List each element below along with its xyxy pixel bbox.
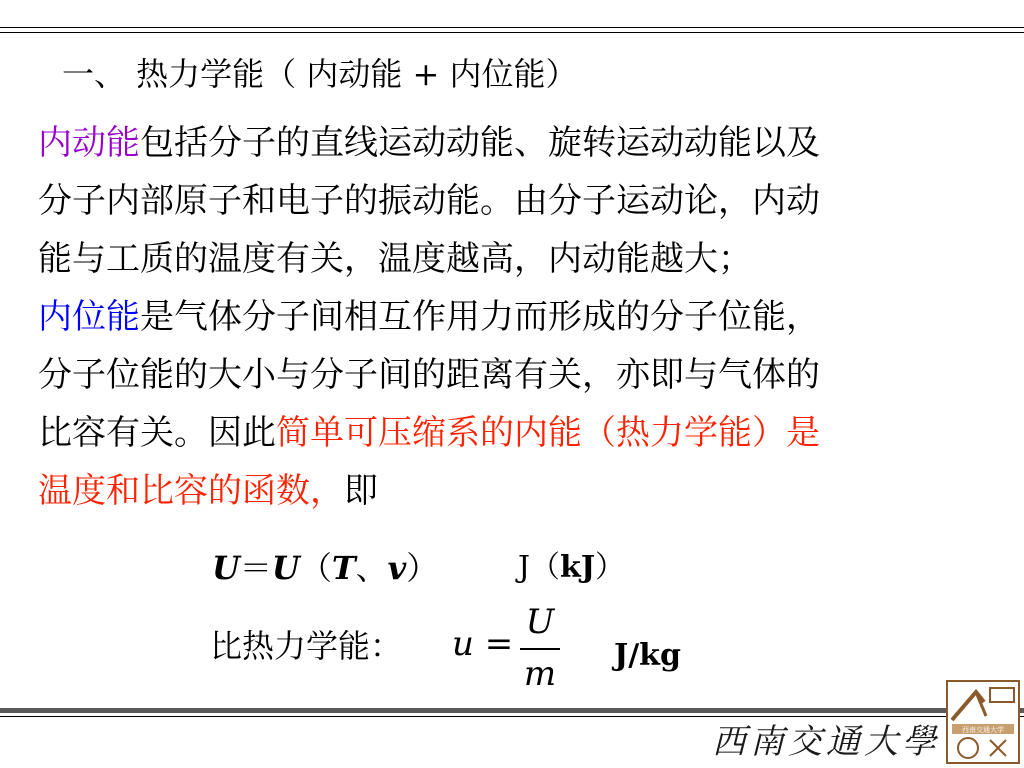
emphasis-text-2: 温度和比容的函数， [38,471,344,511]
para1-line1 [38,114,968,172]
university-logo [946,680,1020,764]
fraction-numerator: U [525,602,555,642]
para2-line2: 分子位能的大小与分子间的距离有关，亦即与气体的 [38,355,820,395]
university-name-calligraphy: 西南交通大學 [712,722,940,762]
formula-separator: 、 [355,549,388,587]
internal-energy-unit [518,548,625,588]
unit-close-paren: ） [595,550,626,585]
para2-line3-prefix: 比容有关。因此 [38,413,276,453]
slide-heading: 一、 热力学能（ 内动能 + 内位能） [62,55,578,93]
specific-energy-fraction [520,602,560,694]
emphasis-text-1: 简单可压缩系的内能（热力学能）是 [276,413,820,453]
body-text [38,114,968,520]
specific-energy-lhs: u = [452,624,514,664]
specific-energy-unit: J/kg [614,638,681,673]
para1-line2: 分子内部原子和电子的振动能。由分子运动论，内动 [38,181,820,221]
formula-close-paren: ） [406,549,439,587]
formula-U-rhs: U [271,549,300,587]
specific-energy-label: 比热力学能： [210,627,403,665]
para2-line1-text: 是气体分子间相互作用力而形成的分子位能， [140,297,820,337]
formula-T: T [331,549,356,587]
fraction-bar [520,648,560,650]
term-internal-kinetic-energy: 内动能 [38,123,140,163]
term-internal-potential-energy: 内位能 [38,297,140,337]
internal-energy-formula [212,548,438,588]
unit-J: J（ [518,550,561,585]
para2-line3 [38,404,968,462]
formula-equals: ＝ [239,549,272,587]
fraction-denominator: m [523,654,557,694]
top-rule-2 [0,32,1024,33]
para2-line4-suffix: 即 [344,471,378,511]
formula-U-lhs: U [212,549,240,587]
bottom-rule-thick [0,708,1024,713]
bottom-rule-thin [0,716,1024,717]
formula-open-paren: （ [299,549,332,587]
unit-kJ: kJ [560,550,596,585]
top-rule-1 [0,27,1024,28]
para2-line4 [38,462,968,520]
para2-line1 [38,288,968,346]
para1-line3: 能与工质的温度有关，温度越高，内动能越大； [38,239,752,279]
para1-line1-text: 包括分子的直线运动动能、旋转运动动能以及 [140,123,820,163]
formula-v: v [387,549,407,587]
logo-text: 西南交通大学 [962,726,1004,734]
